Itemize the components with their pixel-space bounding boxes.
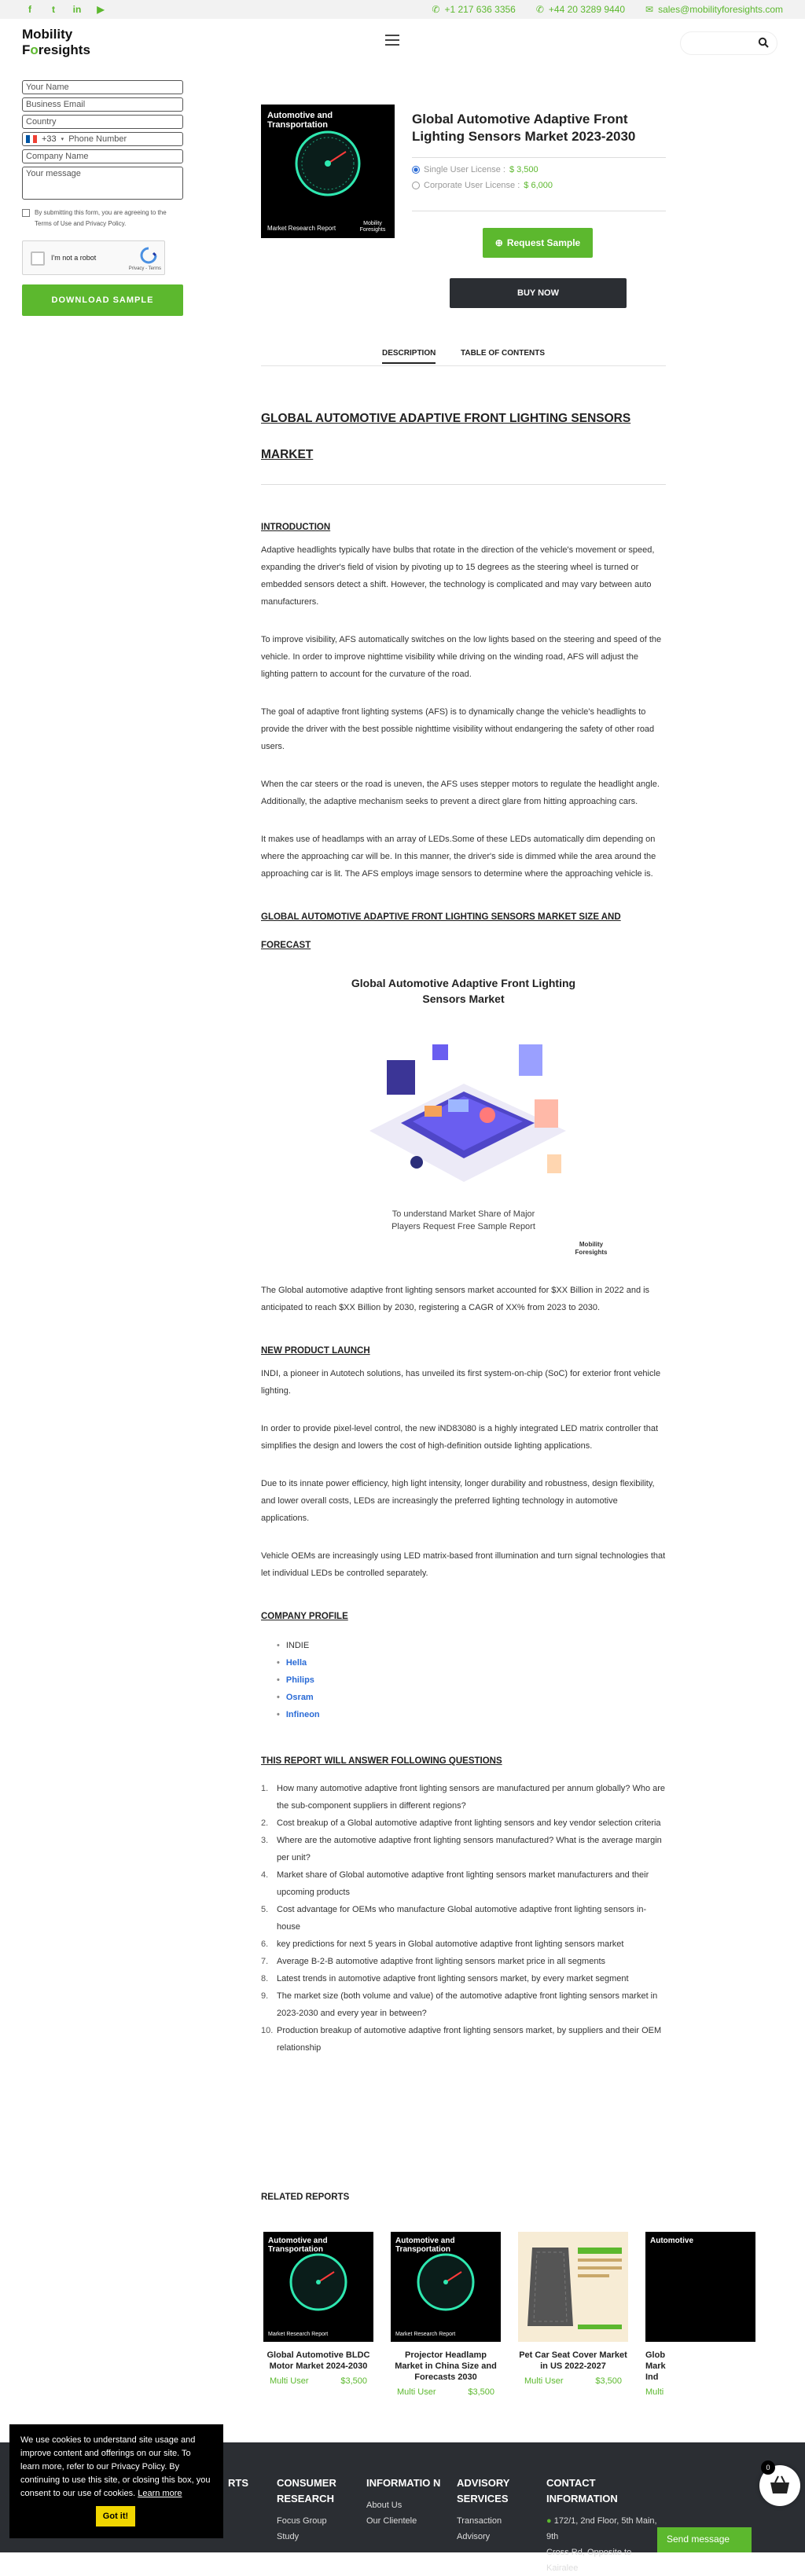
site-logo[interactable] bbox=[22, 27, 108, 61]
tab-table-of-contents[interactable]: TABLE OF CONTENTS bbox=[461, 349, 546, 358]
intro-paragraph: The goal of adaptive front lighting systems (AFS) is to dynamically change the vehicle's headlights to provide the driver with the best possible nighttime visibility without endangering the safety of other road users. bbox=[261, 707, 655, 751]
footer-address: ● 172/1, 2nd Floor, 5th Main, 9th bbox=[546, 2516, 657, 2541]
company-link[interactable]: • Osram bbox=[277, 1689, 666, 1706]
launch-heading: NEW PRODUCT LAUNCH bbox=[261, 1346, 370, 1356]
footer-link[interactable]: About Us bbox=[366, 2501, 402, 2510]
speedometer-icon bbox=[287, 2251, 350, 2314]
product-title: Global Automotive Adaptive Front Lighting Sensors Market 2023-2030 bbox=[412, 112, 636, 144]
related-card-title[interactable]: Projector Headlamp Market in China Size and Forecasts 2030 bbox=[395, 2350, 497, 2382]
cover-category: Automotive and Transportation bbox=[267, 111, 333, 130]
recaptcha-checkbox[interactable] bbox=[31, 251, 45, 266]
recaptcha-widget bbox=[22, 240, 165, 275]
license-corporate-radio[interactable] bbox=[412, 182, 420, 189]
related-card-image[interactable] bbox=[518, 2232, 628, 2342]
related-heading: RELATED REPORTS bbox=[261, 2193, 350, 2202]
logo-line1: Mobility bbox=[22, 27, 73, 42]
launch-paragraph: In order to provide pixel-level control, the new iND83080 is a highly integrated LED matrix controller that simplifies the design and lowers the cost of high-definition outside lighting applications. bbox=[261, 1424, 659, 1451]
license-single[interactable] bbox=[412, 165, 539, 174]
seat-cover-image-icon bbox=[518, 2232, 628, 2342]
company-link[interactable]: • Philips bbox=[277, 1671, 666, 1689]
phone-us-text: +1 217 636 3356 bbox=[444, 4, 516, 15]
social-links bbox=[24, 3, 107, 16]
divider bbox=[412, 157, 666, 158]
recaptcha-text: I'm not a robot bbox=[51, 254, 97, 262]
question-item: 7. Average B-2-B automotive adaptive front lighting sensors market price in all segments bbox=[261, 1957, 606, 1966]
footer-heading: CONTACT INFORMATION bbox=[546, 2477, 618, 2504]
footer-heading: INFORMATIO N bbox=[366, 2477, 441, 2489]
buy-now-button[interactable]: BUY NOW bbox=[450, 278, 627, 308]
message-field[interactable]: Your message bbox=[22, 167, 183, 200]
search-icon[interactable] bbox=[758, 37, 769, 48]
report-cover-image bbox=[261, 105, 395, 238]
speedometer-icon bbox=[292, 128, 363, 199]
intro-heading: INTRODUCTION bbox=[261, 523, 331, 532]
logo-line2: Foresights bbox=[22, 42, 90, 57]
related-card-category: Automotive and Transportation bbox=[395, 2237, 455, 2254]
tab-bar bbox=[261, 346, 666, 366]
question-item: 9. The market size (both volume and value) of the automotive adaptive front lighting sensors market in 2023-2030 and every year in between? bbox=[261, 1991, 658, 2018]
cart-button[interactable] bbox=[759, 2465, 800, 2506]
phone-us-link[interactable] bbox=[432, 4, 515, 15]
footer-link[interactable]: Transaction bbox=[457, 2516, 502, 2526]
email-link[interactable] bbox=[645, 4, 783, 15]
footer-address: Cross Rd, Opposite to Kairalee bbox=[546, 2548, 632, 2573]
question-item: 10. Production breakup of automotive adaptive front lighting sensors market, by suppliers and their OEM relationship bbox=[261, 2026, 662, 2053]
phone-uk-link[interactable] bbox=[536, 4, 625, 15]
tab-description[interactable]: DESCRIPTION bbox=[382, 349, 436, 364]
company-link[interactable]: • Hella bbox=[277, 1654, 666, 1671]
related-card-meta: Multi bbox=[645, 2387, 664, 2397]
article-body bbox=[261, 401, 666, 2057]
related-card-meta: Multi User $3,500 bbox=[270, 2376, 367, 2386]
related-card[interactable] bbox=[263, 2232, 373, 2386]
related-card[interactable] bbox=[518, 2232, 628, 2386]
related-card[interactable] bbox=[391, 2232, 501, 2397]
intro-paragraph: When the car steers or the road is uneven, the AFS uses stepper motors to regulate the headlight angle. Additionally, the adaptive mechanism seeks to prevent a direct glare from hitting approaching cars. bbox=[261, 780, 660, 806]
launch-paragraph: INDI, a pioneer in Autotech solutions, has unveiled its first system-on-chip (SoC) for exterior front vehicle lighting. bbox=[261, 1369, 661, 1396]
footer-column-contact bbox=[546, 2475, 664, 2576]
company-field[interactable]: Company Name bbox=[22, 149, 183, 163]
footer-link[interactable]: Focus Group bbox=[277, 2516, 327, 2526]
download-sample-button[interactable]: DOWNLOAD SAMPLE bbox=[22, 284, 183, 316]
related-card-title[interactable]: Pet Car Seat Cover Market in US 2022-2027 bbox=[519, 2350, 627, 2371]
youtube-icon[interactable]: ▶ bbox=[97, 4, 105, 15]
top-bar bbox=[0, 0, 805, 19]
footer-column-advisory bbox=[457, 2475, 527, 2545]
header bbox=[0, 19, 805, 66]
phone-placeholder: Phone Number bbox=[68, 134, 127, 144]
sample-request-form bbox=[22, 80, 183, 316]
license-corporate-label: Corporate User License : bbox=[424, 181, 520, 190]
phone-icon: ✆ bbox=[535, 4, 544, 15]
cookie-accept-button[interactable]: Got it! bbox=[96, 2506, 135, 2526]
related-card-meta: Multi User $3,500 bbox=[397, 2387, 494, 2397]
market-infographic bbox=[261, 975, 666, 1257]
questions-list bbox=[261, 1780, 666, 2057]
phone-code[interactable]: +33 bbox=[42, 134, 57, 144]
main-heading: GLOBAL AUTOMOTIVE ADAPTIVE FRONT LIGHTING SENSORS MARKET bbox=[261, 412, 631, 461]
license-single-price: $ 3,500 bbox=[509, 165, 539, 174]
related-card-footer: Market Research Report bbox=[268, 2332, 329, 2337]
country-field[interactable]: Country bbox=[22, 115, 183, 129]
linkedin-icon[interactable]: in bbox=[72, 4, 82, 15]
related-card[interactable] bbox=[645, 2232, 693, 2397]
footer-heading: ADVISORY SERVICES bbox=[457, 2477, 510, 2504]
related-card-meta: Multi User $3,500 bbox=[524, 2376, 622, 2386]
market-size-paragraph: The Global automotive adaptive front lighting sensors market accounted for $XX Billion in 2022 and is anticipated to reach $XX Billion by 2030, registering a CAGR of XX% from 2023 to 2030. bbox=[261, 1286, 650, 1312]
name-field[interactable]: Your Name bbox=[22, 80, 183, 94]
request-sample-label: Request Sample bbox=[506, 237, 581, 248]
twitter-icon[interactable]: t bbox=[52, 4, 55, 15]
related-card-category: Automotive and Transportation bbox=[268, 2237, 328, 2254]
intro-paragraph: Adaptive headlights typically have bulbs that rotate in the direction of the vehicle's movement or speed, expanding the driver's field of vision by pivoting up to 15 degrees as the steering wheel is turned or embedded sensors detect a shift. However, the technology is complicated and may vary between auto manufacturers. bbox=[261, 545, 655, 607]
cookie-text: We use cookies to understand site usage and improve content and offerings on our site. To learn more, refer to our Privacy Policy. By continuing to use this site, or closing this box, you consent to our use of cookies. bbox=[20, 2435, 211, 2498]
questions-heading: THIS REPORT WILL ANSWER FOLLOWING QUESTIONS bbox=[261, 1756, 502, 1766]
question-item: 6. key predictions for next 5 years in Global automotive adaptive front lighting sensors market bbox=[261, 1939, 624, 1949]
question-item: 5. Cost advantage for OEMs who manufacture Global automotive adaptive front lighting sensors in-house bbox=[261, 1905, 647, 1932]
related-card-image[interactable] bbox=[391, 2232, 501, 2342]
facebook-icon[interactable]: f bbox=[28, 4, 31, 15]
location-icon: ● bbox=[546, 2516, 552, 2526]
footer-column-reports bbox=[228, 2475, 248, 2491]
related-card-category: Automotive bbox=[650, 2237, 693, 2245]
related-card-footer: Market Research Report bbox=[395, 2332, 456, 2337]
footer-heading: CONSUMER RESEARCH bbox=[277, 2477, 336, 2504]
footer-link[interactable]: Advisory bbox=[457, 2532, 491, 2541]
speedometer-icon bbox=[414, 2251, 477, 2314]
company-list bbox=[277, 1637, 666, 1723]
related-card-title[interactable]: Glob Mark Ind bbox=[645, 2350, 666, 2382]
mail-icon: ✉ bbox=[645, 4, 654, 15]
infographic-caption[interactable]: To understand Market Share of Major Players Request Free Sample Report bbox=[391, 1209, 535, 1231]
consent-checkbox[interactable] bbox=[22, 209, 30, 217]
download-icon: ⊕ bbox=[494, 237, 503, 248]
license-corporate[interactable] bbox=[412, 181, 553, 190]
divider bbox=[261, 484, 666, 485]
related-card-image[interactable] bbox=[263, 2232, 373, 2342]
license-single-label: Single User License : bbox=[424, 165, 505, 174]
consent-row bbox=[22, 207, 183, 229]
launch-paragraph: Vehicle OEMs are increasingly using LED matrix-based front illumination and turn signal technologies that let individual LEDs be controlled separately. bbox=[261, 1551, 666, 1578]
related-card-title[interactable]: Global Automotive BLDC Motor Market 2024-2030 bbox=[266, 2350, 370, 2371]
email-field[interactable]: Business Email bbox=[22, 97, 183, 112]
footer-heading: RTS bbox=[228, 2477, 248, 2489]
question-item: 1. How many automotive adaptive front lighting sensors are manufactured per annum globally? Who are the sub-component suppliers in different regions? bbox=[261, 1784, 666, 1811]
phone-uk-text: +44 20 3289 9440 bbox=[548, 4, 626, 15]
intro-paragraph: To improve visibility, AFS automatically switches on the low lights based on the steering and speed of the vehicle. In order to improve nighttime visibility while driving on the winding road, AFS will adjust the lighting pattern to account for the curvature of the road. bbox=[261, 635, 662, 679]
related-card-image[interactable] bbox=[645, 2232, 755, 2342]
license-corporate-price: $ 6,000 bbox=[524, 181, 553, 190]
chevron-down-icon: ▾ bbox=[61, 137, 64, 142]
launch-paragraph: Due to its innate power efficiency, high light intensity, longer durability and robustness, design flexibility, and lower overall costs, LEDs are increasingly the preferred lighting technology in automotive applications. bbox=[261, 1479, 655, 1523]
cart-count-badge: 0 bbox=[761, 2460, 775, 2475]
company-item: • INDIE bbox=[277, 1637, 666, 1654]
cookie-learn-more[interactable]: Learn more bbox=[138, 2489, 182, 2498]
footer-link[interactable]: Our Clientele bbox=[366, 2516, 417, 2526]
recaptcha-logo-icon bbox=[139, 246, 158, 265]
cover-footer: Market Research Report bbox=[267, 225, 336, 232]
footer-link[interactable]: Study bbox=[277, 2532, 300, 2541]
question-item: 4. Market share of Global automotive adaptive front lighting sensors market manufacturers and their upcoming products bbox=[261, 1870, 649, 1897]
request-sample-button[interactable] bbox=[483, 228, 593, 258]
recaptcha-terms[interactable]: Privacy - Terms bbox=[128, 266, 161, 271]
menu-icon[interactable] bbox=[385, 35, 399, 46]
phone-icon: ✆ bbox=[432, 4, 440, 15]
market-size-heading: GLOBAL AUTOMOTIVE ADAPTIVE FRONT LIGHTING SENSORS MARKET SIZE AND FORECAST bbox=[261, 912, 621, 950]
search-input[interactable] bbox=[680, 31, 777, 55]
infographic-brand: Mobility Foresights bbox=[575, 1241, 608, 1256]
infographic-title: Global Automotive Adaptive Front Lighting Sensors Market bbox=[351, 977, 576, 1005]
phone-field[interactable] bbox=[22, 132, 183, 146]
france-flag-icon[interactable] bbox=[26, 135, 37, 143]
footer-column-consumer bbox=[277, 2475, 355, 2545]
email-text: sales@mobilityforesights.com bbox=[658, 4, 783, 15]
consent-text: By submitting this form, you are agreeing to the Terms of Use and Privacy Policy. bbox=[35, 209, 167, 227]
footer-column-info bbox=[366, 2475, 441, 2529]
intro-paragraph: It makes use of headlamps with an array of LEDs.Some of these LEDs automatically dim depending on where the approaching car will be. In this manner, the driver's side is dimmed while the area around the approaching car is lit. The AFS employs image sensors to determine where the approaching vehicle is. bbox=[261, 835, 656, 879]
send-message-button[interactable]: Send message bbox=[657, 2527, 752, 2552]
company-link[interactable]: • Infineon bbox=[277, 1706, 666, 1723]
company-heading: COMPANY PROFILE bbox=[261, 1612, 348, 1621]
question-item: 2. Cost breakup of a Global automotive adaptive front lighting sensors and key vendor selection criteria bbox=[261, 1818, 661, 1828]
cover-brand: Mobility Foresights bbox=[359, 221, 386, 233]
license-single-radio[interactable] bbox=[412, 166, 420, 174]
question-item: 8. Latest trends in automotive adaptive front lighting sensors market, by every market segment bbox=[261, 1974, 629, 1983]
question-item: 3. Where are the automotive adaptive front lighting sensors manufactured? What is the average margin per unit? bbox=[261, 1836, 662, 1862]
contact-links bbox=[432, 4, 783, 15]
market-illustration-icon bbox=[338, 1013, 590, 1202]
cookie-banner bbox=[9, 2424, 223, 2538]
